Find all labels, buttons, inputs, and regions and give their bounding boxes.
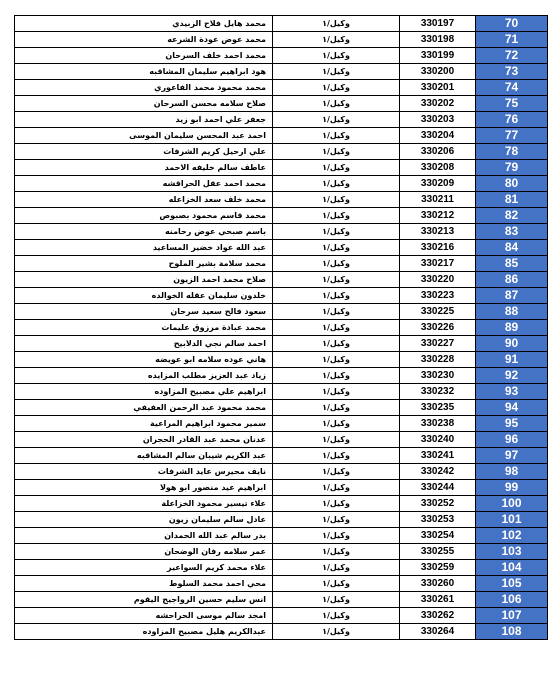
name-cell: محمد هايل فلاح الزبيدي — [15, 16, 273, 32]
id-cell: 330204 — [400, 128, 476, 144]
rank-cell: وكيل/١ — [273, 592, 400, 608]
id-cell: 330254 — [400, 528, 476, 544]
id-cell: 330253 — [400, 512, 476, 528]
table-row — [15, 272, 548, 288]
rank-cell: وكيل/١ — [273, 320, 400, 336]
id-cell: 330206 — [400, 144, 476, 160]
rank-cell: وكيل/١ — [273, 576, 400, 592]
name-cell: محمد احمد عقل الحراقشه — [15, 176, 273, 192]
name-cell: علاء محمد كريم السواعير — [15, 560, 273, 576]
id-cell: 330203 — [400, 112, 476, 128]
table-body — [15, 16, 548, 640]
rank-cell: وكيل/١ — [273, 144, 400, 160]
id-cell: 330208 — [400, 160, 476, 176]
id-cell: 330241 — [400, 448, 476, 464]
number-cell: 82 — [476, 208, 548, 224]
name-cell: ابراهيم علي مصبيح المزاوده — [15, 384, 273, 400]
name-cell: عدنان محمد عبد القادر الحجران — [15, 432, 273, 448]
name-cell: ابراهيم عيد منصور ابو هولا — [15, 480, 273, 496]
table-row — [15, 160, 548, 176]
number-cell: 71 — [476, 32, 548, 48]
name-cell: عبد الكريم شيبان سالم المشاقبه — [15, 448, 273, 464]
number-cell: 73 — [476, 64, 548, 80]
id-cell: 330264 — [400, 624, 476, 640]
table-row — [15, 240, 548, 256]
name-cell: عبد الله عواد خضير المساعيد — [15, 240, 273, 256]
number-cell: 108 — [476, 624, 548, 640]
number-cell: 107 — [476, 608, 548, 624]
table-row — [15, 624, 548, 640]
name-cell: علي ارحيل كريم الشرفات — [15, 144, 273, 160]
number-cell: 80 — [476, 176, 548, 192]
table-row — [15, 288, 548, 304]
table-row — [15, 608, 548, 624]
rank-cell: وكيل/١ — [273, 432, 400, 448]
rank-cell: وكيل/١ — [273, 352, 400, 368]
name-cell: محمد سلامة بشير الملوح — [15, 256, 273, 272]
id-cell: 330244 — [400, 480, 476, 496]
id-cell: 330228 — [400, 352, 476, 368]
rank-cell: وكيل/١ — [273, 128, 400, 144]
rank-cell: وكيل/١ — [273, 512, 400, 528]
number-cell: 106 — [476, 592, 548, 608]
id-cell: 330199 — [400, 48, 476, 64]
number-cell: 103 — [476, 544, 548, 560]
id-cell: 330217 — [400, 256, 476, 272]
id-cell: 330209 — [400, 176, 476, 192]
table-row — [15, 560, 548, 576]
table-row — [15, 496, 548, 512]
table-row — [15, 352, 548, 368]
id-cell: 330238 — [400, 416, 476, 432]
name-cell: احمد سالم نجي الدلابيح — [15, 336, 273, 352]
name-cell: صلاح سلامه محسن السرحان — [15, 96, 273, 112]
rank-cell: وكيل/١ — [273, 528, 400, 544]
number-cell: 99 — [476, 480, 548, 496]
rank-cell: وكيل/١ — [273, 80, 400, 96]
rank-cell: وكيل/١ — [273, 224, 400, 240]
rank-cell: وكيل/١ — [273, 304, 400, 320]
name-cell: احمد عبد المحسن سليمان الموسى — [15, 128, 273, 144]
id-cell: 330262 — [400, 608, 476, 624]
number-cell: 84 — [476, 240, 548, 256]
table-row — [15, 432, 548, 448]
name-cell: محمد محمود عبد الرحمن العفيفي — [15, 400, 273, 416]
rank-cell: وكيل/١ — [273, 208, 400, 224]
table-row — [15, 400, 548, 416]
number-cell: 98 — [476, 464, 548, 480]
id-cell: 330255 — [400, 544, 476, 560]
id-cell: 330220 — [400, 272, 476, 288]
number-cell: 76 — [476, 112, 548, 128]
number-cell: 75 — [476, 96, 548, 112]
number-cell: 96 — [476, 432, 548, 448]
number-cell: 70 — [476, 16, 548, 32]
name-cell: امجد سالم موسى الحراحشه — [15, 608, 273, 624]
number-cell: 81 — [476, 192, 548, 208]
number-cell: 105 — [476, 576, 548, 592]
id-cell: 330198 — [400, 32, 476, 48]
name-cell: محمد محمود محمد الفاعوري — [15, 80, 273, 96]
rank-cell: وكيل/١ — [273, 192, 400, 208]
table-row — [15, 368, 548, 384]
name-cell: علاء تيسير محمود الخزاعلة — [15, 496, 273, 512]
rank-cell: وكيل/١ — [273, 400, 400, 416]
name-cell: محمد احمد خلف السرحان — [15, 48, 273, 64]
id-cell: 330197 — [400, 16, 476, 32]
rank-cell: وكيل/١ — [273, 112, 400, 128]
rank-cell: وكيل/١ — [273, 560, 400, 576]
name-cell: عبدالكريم هليل مصبيح المزاوده — [15, 624, 273, 640]
number-cell: 89 — [476, 320, 548, 336]
name-cell: محمد عوض عودة الشرعه — [15, 32, 273, 48]
number-cell: 95 — [476, 416, 548, 432]
rank-cell: وكيل/١ — [273, 416, 400, 432]
table-row — [15, 224, 548, 240]
name-cell: انس سليم حسين الرواجيح اليقوم — [15, 592, 273, 608]
table-row — [15, 448, 548, 464]
rank-cell: وكيل/١ — [273, 288, 400, 304]
id-cell: 330200 — [400, 64, 476, 80]
number-cell: 94 — [476, 400, 548, 416]
name-cell: خلدون سليمان عقله الخوالده — [15, 288, 273, 304]
rank-cell: وكيل/١ — [273, 176, 400, 192]
name-cell: محي احمد محمد السلوط — [15, 576, 273, 592]
table-row — [15, 320, 548, 336]
number-cell: 74 — [476, 80, 548, 96]
id-cell: 330235 — [400, 400, 476, 416]
number-cell: 85 — [476, 256, 548, 272]
id-cell: 330227 — [400, 336, 476, 352]
table-row — [15, 576, 548, 592]
rank-cell: وكيل/١ — [273, 64, 400, 80]
table-row — [15, 208, 548, 224]
number-cell: 104 — [476, 560, 548, 576]
name-cell: هاني عوده سلامه ابو عويضه — [15, 352, 273, 368]
number-cell: 100 — [476, 496, 548, 512]
id-cell: 330240 — [400, 432, 476, 448]
table-row — [15, 512, 548, 528]
table-row — [15, 192, 548, 208]
table-row — [15, 64, 548, 80]
name-cell: سمير محمود ابراهيم المراعية — [15, 416, 273, 432]
name-cell: عمر سلامه رفان الوضحان — [15, 544, 273, 560]
table-row — [15, 144, 548, 160]
number-cell: 92 — [476, 368, 548, 384]
rank-cell: وكيل/١ — [273, 464, 400, 480]
rank-cell: وكيل/١ — [273, 272, 400, 288]
name-cell: بدر سالم عبد الله الحمدان — [15, 528, 273, 544]
table-row — [15, 336, 548, 352]
rank-cell: وكيل/١ — [273, 480, 400, 496]
number-cell: 83 — [476, 224, 548, 240]
number-cell: 77 — [476, 128, 548, 144]
rank-cell: وكيل/١ — [273, 96, 400, 112]
rank-cell: وكيل/١ — [273, 608, 400, 624]
id-cell: 330260 — [400, 576, 476, 592]
rank-cell: وكيل/١ — [273, 624, 400, 640]
number-cell: 93 — [476, 384, 548, 400]
rank-cell: وكيل/١ — [273, 240, 400, 256]
name-cell: زياد عبد العزيز مطلب المزايده — [15, 368, 273, 384]
id-cell: 330223 — [400, 288, 476, 304]
number-cell: 87 — [476, 288, 548, 304]
rank-cell: وكيل/١ — [273, 368, 400, 384]
id-cell: 330259 — [400, 560, 476, 576]
name-cell: محمد خلف سعد الخزاعله — [15, 192, 273, 208]
id-cell: 330211 — [400, 192, 476, 208]
rank-cell: وكيل/١ — [273, 384, 400, 400]
number-cell: 79 — [476, 160, 548, 176]
personnel-table — [14, 15, 548, 640]
id-cell: 330252 — [400, 496, 476, 512]
number-cell: 90 — [476, 336, 548, 352]
id-cell: 330213 — [400, 224, 476, 240]
id-cell: 330212 — [400, 208, 476, 224]
number-cell: 72 — [476, 48, 548, 64]
id-cell: 330230 — [400, 368, 476, 384]
table-row — [15, 176, 548, 192]
name-cell: صلاح محمد احمد الزيون — [15, 272, 273, 288]
table-row — [15, 80, 548, 96]
table-row — [15, 528, 548, 544]
table-row — [15, 256, 548, 272]
table-row — [15, 464, 548, 480]
rank-cell: وكيل/١ — [273, 48, 400, 64]
id-cell: 330261 — [400, 592, 476, 608]
number-cell: 102 — [476, 528, 548, 544]
id-cell: 330216 — [400, 240, 476, 256]
table-row — [15, 112, 548, 128]
name-cell: عادل سالم سليمان زيون — [15, 512, 273, 528]
number-cell: 86 — [476, 272, 548, 288]
id-cell: 330225 — [400, 304, 476, 320]
rank-cell: وكيل/١ — [273, 336, 400, 352]
rank-cell: وكيل/١ — [273, 544, 400, 560]
number-cell: 97 — [476, 448, 548, 464]
id-cell: 330242 — [400, 464, 476, 480]
table-row — [15, 16, 548, 32]
name-cell: جعفر علي احمد ابو زيد — [15, 112, 273, 128]
table-row — [15, 544, 548, 560]
name-cell: محمد عبادة مرزوق عليمات — [15, 320, 273, 336]
id-cell: 330201 — [400, 80, 476, 96]
table-row — [15, 416, 548, 432]
name-cell: نايف محيرس عايد الشرفات — [15, 464, 273, 480]
table-row — [15, 48, 548, 64]
id-cell: 330226 — [400, 320, 476, 336]
rank-cell: وكيل/١ — [273, 448, 400, 464]
id-cell: 330232 — [400, 384, 476, 400]
id-cell: 330202 — [400, 96, 476, 112]
name-cell: سعود فالح سعيد سرحان — [15, 304, 273, 320]
number-cell: 88 — [476, 304, 548, 320]
rank-cell: وكيل/١ — [273, 16, 400, 32]
rank-cell: وكيل/١ — [273, 256, 400, 272]
rank-cell: وكيل/١ — [273, 160, 400, 176]
number-cell: 91 — [476, 352, 548, 368]
number-cell: 78 — [476, 144, 548, 160]
table-row — [15, 592, 548, 608]
table-row — [15, 96, 548, 112]
rank-cell: وكيل/١ — [273, 496, 400, 512]
table-row — [15, 32, 548, 48]
name-cell: باسم صبحي عوض رحامنه — [15, 224, 273, 240]
table-row — [15, 480, 548, 496]
rank-cell: وكيل/١ — [273, 32, 400, 48]
number-cell: 101 — [476, 512, 548, 528]
table-row — [15, 128, 548, 144]
name-cell: هود ابراهيم سليمان المشاقبه — [15, 64, 273, 80]
name-cell: عاطف سالم خليفه الاحمد — [15, 160, 273, 176]
table-row — [15, 304, 548, 320]
table-row — [15, 384, 548, 400]
name-cell: محمد قاسم محمود بصبوص — [15, 208, 273, 224]
